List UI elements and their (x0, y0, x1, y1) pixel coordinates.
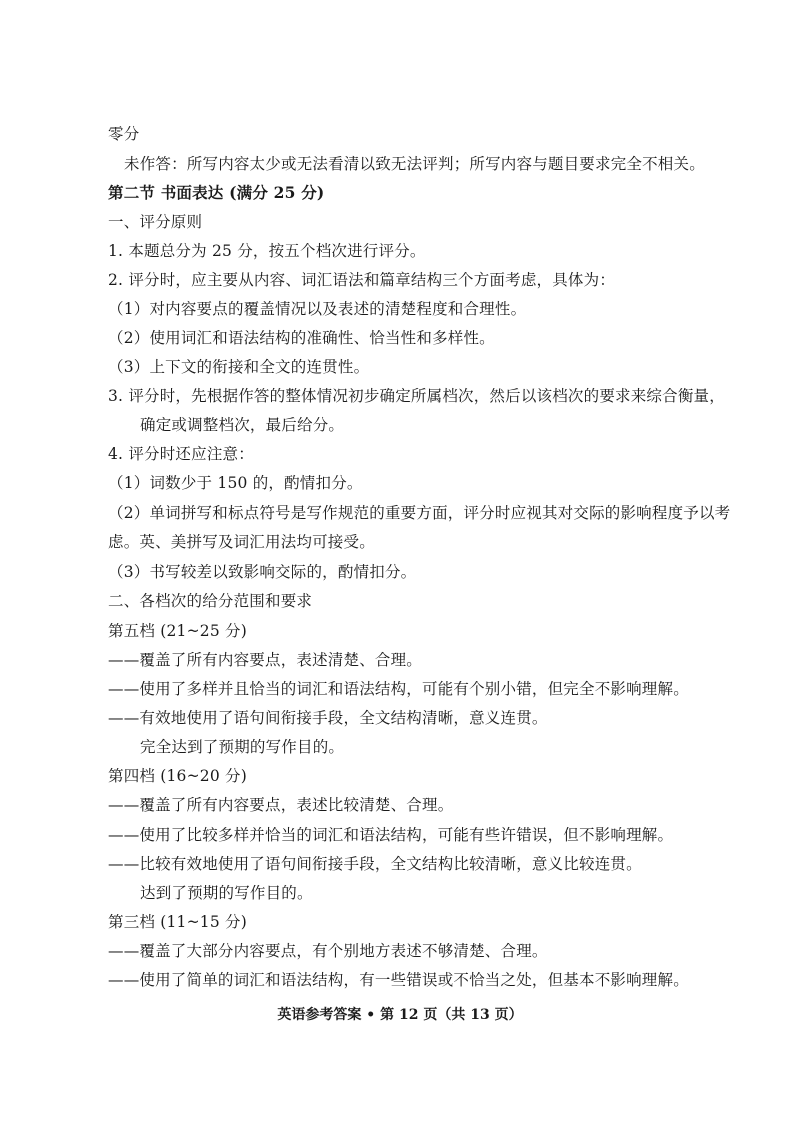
grade-heading: 第五档 (21~25 分) (108, 622, 247, 640)
text-line: 完全达到了预期的写作目的。 (140, 738, 345, 756)
text-line: 达到了预期的写作目的。 (140, 884, 313, 902)
text-line: 虑。英、美拼写及词汇用法均可接受。 (108, 533, 375, 551)
text-line: （2）使用词汇和语法结构的准确性、恰当性和多样性。 (108, 329, 495, 347)
text-line: ——覆盖了大部分内容要点，有个别地方表述不够清楚、合理。 (108, 942, 548, 960)
text-line: ——使用了简单的词汇和语法结构，有一些错误或不恰当之处，但基本不影响理解。 (108, 971, 689, 989)
text-line: ——有效地使用了语句间衔接手段，全文结构清晰，意义连贯。 (108, 709, 548, 727)
text-line: 零分 (108, 125, 140, 143)
section-heading: 第二节 书面表达 (满分 25 分) (108, 183, 325, 202)
page-footer: 英语参考答案 • 第 12 页（共 13 页） (277, 1007, 523, 1023)
subsection-heading: 二、各档次的给分范围和要求 (108, 592, 313, 610)
text-line: （1）对内容要点的覆盖情况以及表述的清楚程度和合理性。 (108, 300, 527, 318)
text-line: （3）上下文的衔接和全文的连贯性。 (108, 358, 370, 376)
text-line: 1. 本题总分为 25 分，按五个档次进行评分。 (108, 242, 426, 260)
grade-heading: 第三档 (11~15 分) (108, 913, 247, 931)
text-line: 4. 评分时还应注意： (108, 445, 254, 463)
subsection-heading: 一、评分原则 (108, 213, 203, 231)
text-line: ——覆盖了所有内容要点，表述比较清楚、合理。 (108, 796, 454, 814)
text-line: （1）词数少于 150 的，酌情扣分。 (108, 474, 363, 492)
text-line: ——覆盖了所有内容要点，表述清楚、合理。 (108, 651, 423, 669)
text-line: 确定或调整档次，最后给分。 (140, 416, 345, 434)
text-line: ——使用了多样并且恰当的词汇和语法结构，可能有个别小错，但完全不影响理解。 (108, 680, 689, 698)
text-line: （3）书写较差以致影响交际的，酌情扣分。 (108, 563, 417, 581)
text-line: 未作答：所写内容太少或无法看清以致无法评判；所写内容与题目要求完全不相关。 (124, 155, 705, 173)
text-line: ——比较有效地使用了语句间衔接手段，全文结构比较清晰，意义比较连贯。 (108, 855, 642, 873)
text-line: ——使用了比较多样并恰当的词汇和语法结构，可能有些许错误，但不影响理解。 (108, 826, 674, 844)
text-line: 3. 评分时，先根据作答的整体情况初步确定所属档次，然后以该档次的要求来综合衡量， (108, 387, 725, 405)
grade-heading: 第四档 (16~20 分) (108, 767, 247, 785)
text-line: 2. 评分时，应主要从内容、词汇语法和篇章结构三个方面考虑，具体为： (108, 271, 616, 289)
text-line: （2）单词拼写和标点符号是写作规范的重要方面，评分时应视其对交际的影响程度予以考 (108, 504, 731, 522)
